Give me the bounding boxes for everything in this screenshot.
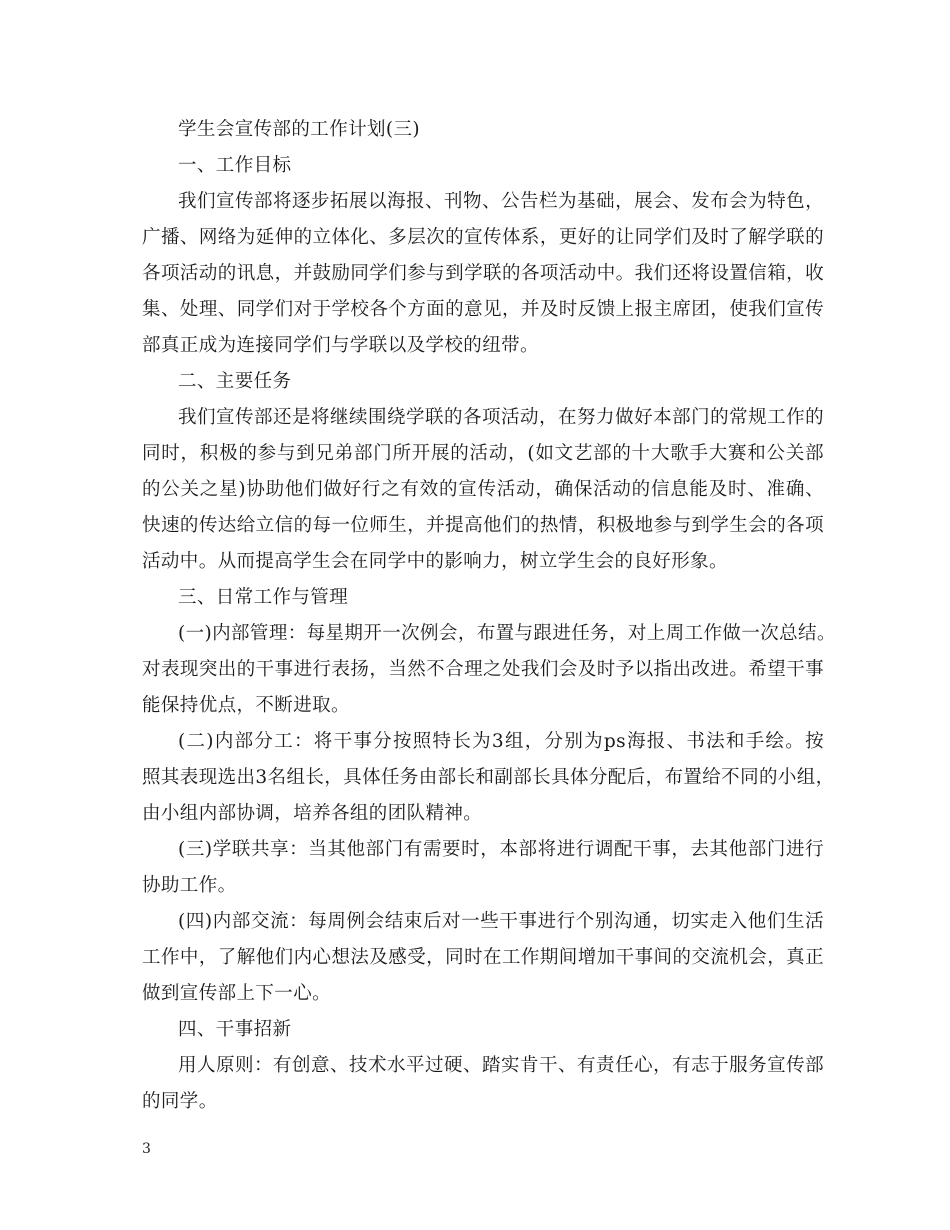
section-heading: 二、主要任务 (178, 371, 292, 392)
paragraph-line: (二)内部分工：将干事分按照特长为3组，分别为ps海报、书法和手绘。按 (178, 731, 824, 752)
section-heading: 一、工作目标 (178, 155, 292, 176)
paragraph-line: 协助工作。 (142, 875, 237, 896)
paragraph-line: 做到宣传部上下一心。 (142, 983, 332, 1004)
paragraph-line: (三)学联共享：当其他部门有需要时，本部将进行调配干事，去其他部门进行 (178, 839, 824, 860)
paragraph-line: 的公关之星)协助他们做好行之有效的宣传活动，确保活动的信息能及时、准确、 (142, 479, 824, 500)
paragraph-line: 对表现突出的干事进行表扬，当然不合理之处我们会及时予以指出改进。希望干事 (142, 659, 824, 680)
paragraph-line: 用人原则：有创意、技术水平过硬、踏实肯干、有责任心，有志于服务宣传部 (178, 1055, 824, 1076)
paragraph-line: 我们宣传部还是将继续围绕学联的各项活动，在努力做好本部门的常规工作的 (178, 407, 824, 428)
paragraph-line: 工作中，了解他们内心想法及感受，同时在工作期间增加干事间的交流机会，真正 (142, 947, 824, 968)
section-heading: 四、干事招新 (178, 1019, 292, 1040)
paragraph-line: 同时，积极的参与到兄弟部门所开展的活动，(如文艺部的十大歌手大赛和公关部 (142, 443, 824, 464)
paragraph-line: (四)内部交流：每周例会结束后对一些干事进行个别沟通，切实走入他们生活 (178, 911, 824, 932)
paragraph-line: 活动中。从而提高学生会在同学中的影响力，树立学生会的良好形象。 (142, 551, 728, 572)
paragraph-line: (一)内部管理：每星期开一次例会，布置与跟进任务，对上周工作做一次总结。 (178, 623, 836, 644)
paragraph-line: 照其表现选出3名组长，具体任务由部长和副部长具体分配后，布置给不同的小组， (142, 767, 835, 788)
section-heading: 三、日常工作与管理 (178, 587, 349, 608)
paragraph-line: 我们宣传部将逐步拓展以海报、刊物、公告栏为基础，展会、发布会为特色， (178, 191, 824, 212)
paragraph-line: 由小组内部协调，培养各组的团队精神。 (142, 803, 483, 824)
page-number: 3 (142, 1141, 151, 1157)
document-title: 学生会宣传部的工作计划(三) (178, 119, 421, 140)
paragraph-line: 集、处理、同学们对于学校各个方面的意见，并及时反馈上报主席团，使我们宣传 (142, 299, 824, 320)
paragraph-line: 的同学。 (142, 1091, 218, 1112)
paragraph-line: 各项活动的讯息，并鼓励同学们参与到学联的各项活动中。我们还将设置信箱，收 (142, 263, 824, 284)
paragraph-line: 快速的传达给立信的每一位师生，并提高他们的热情，积极地参与到学生会的各项 (142, 515, 824, 536)
paragraph-line: 广播、网络为延伸的立体化、多层次的宣传体系，更好的让同学们及时了解学联的 (142, 227, 824, 248)
paragraph-line: 能保持优点，不断进取。 (142, 695, 350, 716)
paragraph-line: 部真正成为连接同学们与学联以及学校的纽带。 (142, 335, 539, 356)
